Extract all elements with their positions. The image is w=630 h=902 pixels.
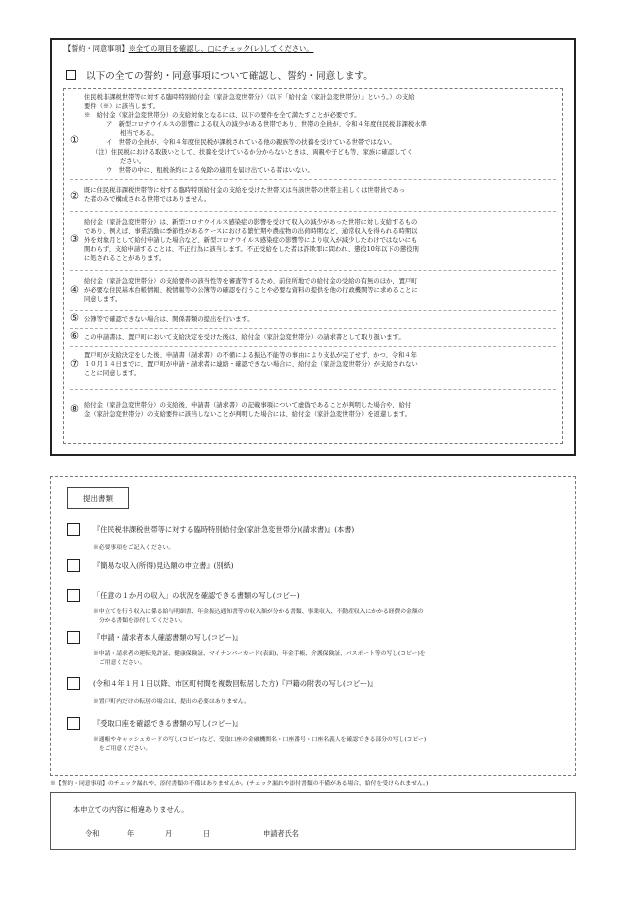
- agreement-item-number: ⑥: [70, 331, 79, 342]
- item-divider: [70, 328, 556, 329]
- document-checkbox[interactable]: [67, 589, 80, 602]
- agreement-item-line: １０月１４日までに、置戸町が申請・請求者に連絡・確認できない場合に、給付金（家計急変世帯分）が支給されない: [84, 361, 418, 369]
- document-note-line: ※通帳やキャッシュカードの写し(コピー)など、受取口座の金融機関名・口座番号・口座名義人を確認できる部分の写し(コピー): [93, 737, 427, 743]
- date-era: 令和: [85, 829, 100, 838]
- agree-all-row[interactable]: [66, 68, 373, 82]
- checklist-footnote: ※【誓約・同意事項】のチェック漏れや、添付書類の不備はありませんか。(チェック漏れや添付書類の不備がある場合、給付を受けられません。): [50, 781, 429, 787]
- item-divider: [70, 389, 556, 390]
- document-checkbox[interactable]: [67, 631, 80, 644]
- document-label: 「任意の１か月の収入」の状況を確認できる書類の写し(コピー): [93, 591, 300, 600]
- document-note: [93, 544, 563, 553]
- agreement-item-line: ことに同意します。: [84, 370, 141, 378]
- confirmation-statement: 本申立ての内容に相違ありません。: [73, 805, 189, 814]
- document-note: [93, 736, 563, 753]
- agreement-item-line: 同意します。: [84, 296, 122, 304]
- document-label: 『住民税非課税世帯等に対する臨時特別給付金(家計急変世帯分)(請求書)』(本書): [93, 525, 355, 534]
- confirmation-box: [50, 792, 576, 850]
- agreement-item-number: ⑧: [70, 404, 79, 415]
- documents-section-label: 提出書類: [67, 487, 129, 509]
- document-checkbox[interactable]: [67, 717, 80, 730]
- document-note-line: ※置戸町内だけの転居の場合は、提出の必要はありません。: [93, 699, 250, 705]
- document-note: [93, 608, 563, 625]
- agreement-item-line: ア 新型コロナウイルスの影響による収入の減少がある世帯であり、世帯の全員が、令和４年度住民税非課税水準: [106, 121, 427, 129]
- agreement-item-line: ださい。: [120, 157, 146, 165]
- agreement-header-instruction: ※全ての項目を確認し、□にチェック(レ)してください。: [128, 44, 314, 53]
- date-month-label: 月: [165, 829, 173, 838]
- document-note-line: ご用意ください。: [99, 659, 146, 666]
- document-checkbox[interactable]: [67, 677, 80, 690]
- item-divider: [70, 211, 556, 212]
- agreement-item-number: ⑦: [70, 359, 79, 370]
- agreement-item-line: 給付金（家計急変世帯分）の支給要件の該当性等を審査等するため、前住所地での給付金の受給の有無のほか、置戸町: [84, 278, 418, 285]
- agreement-item-number: ①: [70, 135, 79, 146]
- document-label: 『受取口座を確認できる書類の写し(コピー)』: [93, 719, 243, 728]
- applicant-name-label: 申請者氏名: [263, 829, 299, 838]
- agreement-item-line: 給付金（家計急変世帯分）は、新型コロナウイルス感染症の影響を受けて収入の減少があった世帯に対し支給するもの: [84, 219, 418, 226]
- agreement-item-line: ※ 給付金（家計急変世帯分）の支給対象となるには、以下の要件を全て満たすことが必要です。: [84, 112, 361, 120]
- agreement-item-line: 関わらず、支給申請することは、不正行為に該当します。不正受給をした者は詐欺罪に問われ、懲役10年以下の懲役刑: [84, 246, 419, 254]
- agreement-item-line: 外を対象月として給付申請した場合など、新型コロナウイルス感染症の影響等により収入が減少したわけではないにも: [84, 237, 418, 245]
- date-year-label: 年: [127, 829, 135, 838]
- agreement-item-line: 給付金（家計急変世帯分）の支給後、申請書（請求書）の記載事項について虚偽であることが判明した場合や、給付: [84, 402, 412, 409]
- agree-all-statement: 以下の全ての誓約・同意事項について確認し、誓約・同意します。: [86, 71, 373, 82]
- agreement-item-line: 住民税非課税世帯等に対する臨時特別給付金（家計急変世帯分）（以下「給付金（家計急変世帯分）」という。）の支給: [84, 94, 415, 101]
- date-day-label: 日: [203, 829, 211, 838]
- documents-section: [50, 476, 576, 776]
- document-checkbox[interactable]: [67, 523, 80, 536]
- agreement-item-line: 置戸町が支給決定をした後、申請書（請求書）の不備による振込不能等の事由により支払が完了せず、かつ、令和４年: [84, 352, 417, 359]
- agreement-item-number: ④: [70, 285, 79, 296]
- agreement-section: [50, 38, 576, 456]
- document-note-line: ※必要事項をご記入ください。: [93, 545, 175, 551]
- agreement-item-number: ⑤: [70, 313, 79, 324]
- agreement-item-line: た者のみで構成される世帯ではありません。: [84, 196, 211, 204]
- agreement-item-line: 公簿等で確認できない場合は、関係書類の提出を行います。: [84, 316, 254, 323]
- agreement-header: [64, 44, 313, 54]
- document-note-line: をご用意ください。: [99, 745, 152, 752]
- document-note: [93, 650, 563, 667]
- agree-all-checkbox[interactable]: [66, 70, 76, 80]
- agreement-item-number: ③: [70, 234, 79, 245]
- document-label: 『簡易な収入(所得)見込額の申立書』(別紙): [93, 561, 234, 570]
- document-label: (令和４年１月１日以降、市区町村間を複数回転居した方)『戸籍の附表の写し(コピー)』: [93, 679, 378, 688]
- document-note: [93, 698, 563, 707]
- agreement-item-line: であり、例えば、事業活動に季節性があるケースにおける繁忙期や農産物の出荷時期など、通常収入を得られる時期以: [84, 228, 418, 236]
- document-note-line: 分かる書類を添付してください。: [99, 617, 186, 624]
- item-divider: [70, 346, 556, 347]
- agreement-item-line: （注）住民税における取扱いとして、扶養を受けているか分からないときは、両親や子ども等、家族に確認してく: [92, 148, 414, 156]
- document-checkbox[interactable]: [67, 559, 80, 572]
- document-label: 『申請・請求者本人確認書類の写し(コピー)』: [93, 633, 243, 642]
- agreement-item-line: 既に住民税非課税世帯等に対する臨時特別給付金の支給を受けた世帯又は当該世帯の世帯主若しくは世帯員であっ: [84, 187, 406, 194]
- item-divider: [70, 310, 556, 311]
- document-note-line: ※申請・請求者の運転免許証、健康保険証、マイナンバーカード(表面)、年金手帳、介護保険証、パスポート等の写し(コピー)を: [93, 651, 426, 657]
- agreement-item-line: 相当である。: [120, 130, 158, 138]
- agreement-header-label: 【誓約・同意事項】: [64, 44, 129, 53]
- agreement-item-number: ②: [70, 191, 79, 202]
- agreement-item-line: 金（家計急変世帯分）の支給要件に該当しないことが判明した場合には、給付金（家計急変世帯分）を返還します。: [84, 411, 411, 419]
- agreement-item-line: 要件（※）に該当します。: [84, 103, 160, 111]
- agreement-item-line: この申請書は、置戸町において支給決定を受けた後は、給付金（家計急変世帯分）の請求書として取り扱います。: [84, 334, 405, 341]
- agreement-item-line: が必要な住民基本台帳情報、税情報等の公簿等の確認を行うことや必要な資料の提供を他の行政機関等に求めることに: [84, 287, 418, 295]
- agreement-item-line: ウ 世帯の中に、租税条約による免除の適用を届け出ている者はいない。: [106, 166, 314, 174]
- agreement-items-box: [63, 88, 563, 444]
- item-divider: [70, 270, 556, 271]
- item-divider: [70, 179, 556, 180]
- agreement-item-line: に処されることがあります。: [84, 255, 166, 263]
- agreement-item-line: イ 世帯の全員が、令和４年度住民税が課税されている他の親族等の扶養を受けている世帯ではない。: [106, 139, 396, 147]
- document-note-line: ※申立てを行う収入に係る給与明細書、年金振込通知書等の収入額が分かる書類、事業収入、不動産収入にかかる経費の金額の: [93, 609, 424, 615]
